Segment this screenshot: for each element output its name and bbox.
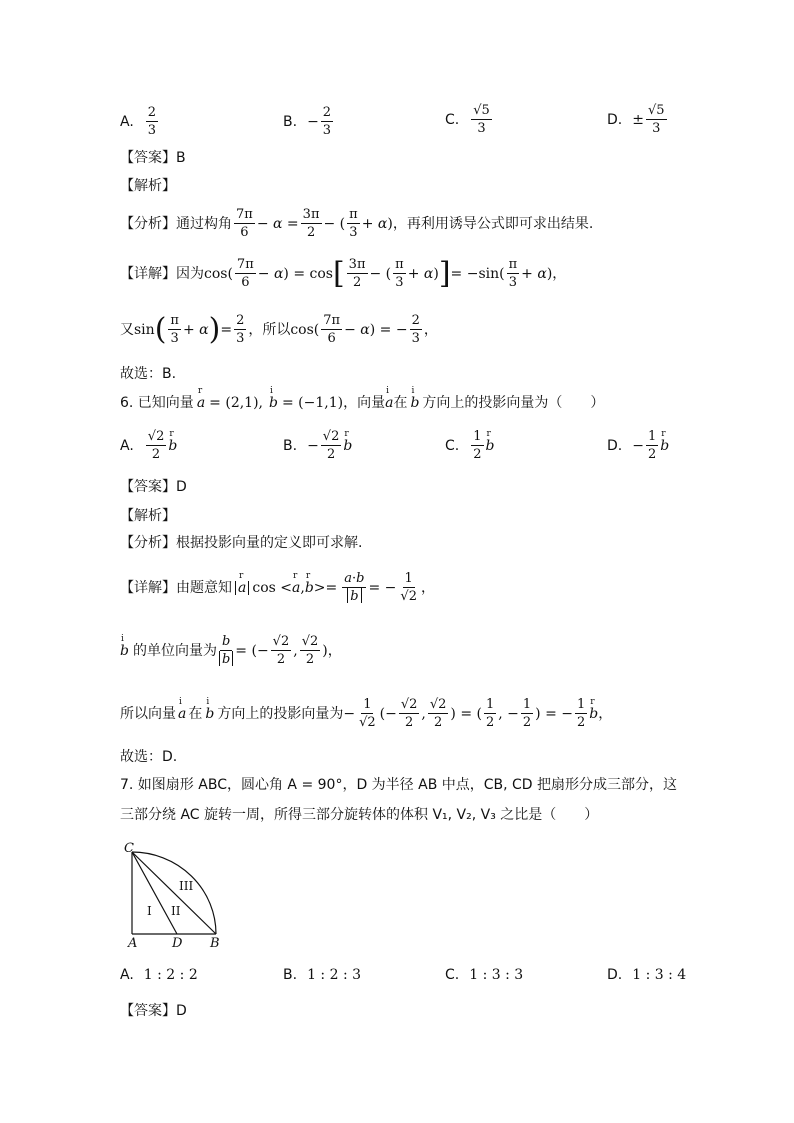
formula: $\frac{1}{√2}$	[400, 571, 417, 604]
vector-b: i b	[205, 707, 214, 721]
vector-b: r b	[343, 439, 352, 453]
formula: $\frac{3\pi}{2}$	[302, 207, 320, 240]
q6-b-value: = (−1,1)	[281, 395, 344, 411]
region-ii: II	[171, 904, 181, 918]
q6-result-line	[120, 698, 612, 729]
formula: $\frac{\pi}{3}$	[170, 313, 179, 346]
formula: $\frac{3\pi}{2}$	[348, 257, 366, 290]
option-text: 1 : 3 : 3	[469, 967, 524, 983]
q7-option-b	[283, 968, 361, 982]
q6-stem-text: 在	[393, 395, 408, 411]
q6-stem-text: ，向量	[343, 395, 386, 411]
label-c: C	[124, 841, 134, 856]
segment-cb	[132, 852, 216, 934]
formula: $\frac{b}{b}$	[219, 635, 233, 666]
option-letter: C.	[445, 111, 460, 128]
option-letter: B.	[283, 437, 298, 454]
q7-option-c	[445, 968, 523, 982]
q6-fenxi-line	[120, 536, 362, 550]
segment-cd	[132, 852, 177, 934]
formula: − (	[323, 215, 346, 232]
formula: − α =	[256, 215, 299, 232]
fraction: $\frac{√2}{2}$	[147, 429, 165, 462]
q7-option-a	[120, 968, 198, 982]
formula: = (−	[235, 642, 269, 659]
q5-option-c	[445, 104, 494, 135]
formula: $\frac{\pi}{3}$	[508, 257, 518, 290]
option-letter: B.	[283, 967, 298, 983]
formula: + α)，	[521, 265, 567, 282]
vector-b: r b	[589, 707, 598, 721]
formula: $\frac{1}{2}$	[522, 697, 532, 730]
q5-option-d	[607, 104, 669, 135]
fraction: $\frac{√2}{2}$	[322, 429, 340, 462]
q6-detail-line	[120, 572, 435, 603]
region-iii: III	[179, 879, 194, 893]
q6-option-c	[445, 430, 494, 461]
sign: −	[307, 113, 319, 130]
formula: ,	[293, 642, 298, 659]
formula: $\frac{√2}{2}$	[301, 634, 319, 667]
formula: [	[332, 255, 345, 291]
vector-b: r b	[486, 439, 495, 453]
vector-b: i b	[410, 396, 419, 410]
region-i: I	[147, 904, 152, 918]
also-text: 又	[120, 321, 134, 338]
formula: $\frac{7\pi}{6}$	[323, 313, 341, 346]
q5-also-line	[120, 311, 438, 347]
q6-stem	[120, 396, 604, 410]
formula: $\frac{\pi}{3}$	[395, 257, 404, 290]
vector-a: i a	[385, 396, 393, 410]
formula: − (	[369, 265, 392, 282]
sign: −	[307, 437, 319, 454]
formula: = −sin(	[450, 265, 505, 282]
option-text: 1 : 2 : 2	[143, 967, 198, 983]
q6-answer: 【答案】D	[120, 479, 187, 495]
fenxi-label: 【分析】	[120, 535, 176, 551]
option-letter: C.	[445, 437, 460, 454]
q6-unit-line	[120, 635, 342, 666]
vector-b: i b	[120, 644, 129, 658]
formula: − α) = cos	[257, 265, 333, 282]
formula: ) = −	[535, 705, 573, 722]
q6-stem-text: 6. 已知向量	[120, 395, 194, 411]
formula: $\frac{a\cdot b}{b}$	[344, 571, 365, 604]
sector-figure	[122, 838, 232, 948]
q6-analysis-tag: 【解析】	[120, 508, 176, 524]
formula: $\frac{1}{√2}$	[359, 697, 376, 730]
q6-a-value: = (2,1),	[209, 395, 263, 411]
fraction: $\frac{√5}{3}$	[647, 103, 665, 136]
so-text: ，所以	[248, 321, 291, 338]
detail-label: 【详解】	[120, 265, 176, 282]
fraction: $\frac{1}{2}$	[473, 429, 482, 462]
option-letter: A.	[120, 437, 134, 454]
sign: ±	[632, 111, 644, 128]
formula: −	[343, 705, 356, 722]
formula: $\frac{√2}{2}$	[400, 697, 418, 730]
vector-a: r a	[197, 396, 205, 410]
detail-label: 【详解】	[120, 579, 176, 596]
q6-option-b	[283, 430, 352, 461]
formula: $\frac{2}{3}$	[411, 313, 420, 346]
so-text: 方向上的投影向量为	[217, 705, 344, 722]
option-letter: D.	[607, 111, 623, 128]
fraction: $\frac{1}{2}$	[647, 429, 657, 462]
q7-answer: 【答案】D	[120, 1003, 187, 1019]
q6-option-d	[607, 430, 669, 461]
formula: cos(	[204, 265, 233, 282]
q5-fenxi-line	[120, 208, 593, 239]
formula: $\frac{√2}{2}$	[429, 697, 447, 730]
formula: cos(	[290, 321, 320, 338]
fenxi-label: 【分析】	[120, 215, 176, 232]
q5-option-b	[283, 106, 335, 137]
sign: −	[632, 437, 644, 454]
formula: + α)	[407, 265, 439, 282]
fenxi-text: 根据投影向量的定义即可求解.	[176, 535, 363, 551]
formula: ]	[438, 255, 451, 291]
vector-b: i b	[269, 396, 278, 410]
label-d: D	[172, 936, 183, 948]
unit-text: 的单位向量为	[132, 642, 217, 659]
formula: $\frac{1}{2}$	[577, 697, 586, 730]
q5-detail-line	[120, 255, 567, 291]
fraction: $\frac{2}{3}$	[322, 105, 332, 138]
formula: )	[208, 311, 221, 347]
formula: = −	[368, 579, 397, 596]
formula: sin	[134, 321, 155, 338]
formula: (−	[379, 705, 397, 722]
formula: ，	[423, 321, 438, 338]
formula: + α)	[361, 215, 393, 232]
label-a: A	[128, 936, 138, 948]
q7-stem-line1: 7. 如图扇形 ABC，圆心角 A = 90°，D 为半径 AB 中点，CB, CD 把扇形分成三部分，这	[120, 777, 678, 793]
q6-stem-text: 方向上的投影向量为（ ）	[422, 395, 605, 411]
so-text: 所以向量	[120, 705, 176, 722]
fenxi-text: ，再利用诱导公式即可求出结果.	[392, 215, 594, 232]
formula: ) = (	[450, 705, 482, 722]
formula: − α) = −	[344, 321, 408, 338]
formula: $\frac{√2}{2}$	[272, 634, 290, 667]
formula: (	[154, 311, 167, 347]
label-b: B	[210, 936, 220, 948]
option-letter: A.	[120, 967, 134, 983]
formula: =	[220, 321, 233, 338]
detail-text: 因为	[176, 265, 204, 282]
vector-b: r b	[660, 439, 669, 453]
vector-b: r b	[168, 439, 177, 453]
formula: ，	[420, 579, 435, 596]
q5-analysis-tag: 【解析】	[120, 178, 176, 194]
formula: $\frac{\pi}{3}$	[349, 207, 358, 240]
option-letter: A.	[120, 113, 134, 130]
option-letter: C.	[445, 967, 460, 983]
q6-choice: 故选：D.	[120, 749, 178, 765]
formula: $\frac{1}{2}$	[485, 697, 495, 730]
option-text: 1 : 3 : 4	[632, 967, 687, 983]
formula: ，	[598, 705, 613, 722]
formula: r a	[235, 581, 249, 595]
option-letter: D.	[607, 967, 623, 983]
q5-choice: 故选：B.	[120, 366, 177, 382]
formula: + α	[182, 321, 209, 338]
q5-option-a	[120, 106, 160, 137]
q5-answer: 【答案】B	[120, 150, 186, 166]
detail-text: 由题意知	[176, 579, 232, 596]
option-letter: B.	[283, 113, 298, 130]
option-letter: D.	[607, 437, 623, 454]
fenxi-text: 通过构角	[176, 215, 232, 232]
fraction: $\frac{2}{3}$	[147, 105, 157, 138]
formula: )，	[322, 642, 342, 659]
q7-option-d	[607, 968, 686, 982]
q6-option-a	[120, 430, 177, 461]
vector-a: i a	[178, 707, 186, 721]
formula: $\frac{7\pi}{6}$	[236, 207, 253, 240]
formula: $\frac{7\pi}{6}$	[236, 257, 254, 290]
q7-stem-line2: 三部分绕 AC 旋转一周，所得三部分旋转体的体积 V₁, V₂, V₃ 之比是（ ）	[120, 807, 599, 823]
formula: , −	[498, 705, 519, 722]
so-text: 在	[188, 705, 203, 722]
formula: cos <r a,r b>=	[252, 581, 337, 595]
formula: $\frac{2}{3}$	[236, 313, 245, 346]
option-text: 1 : 2 : 3	[307, 967, 362, 983]
fraction: $\frac{√5}{3}$	[473, 103, 490, 136]
formula: ,	[421, 705, 426, 722]
